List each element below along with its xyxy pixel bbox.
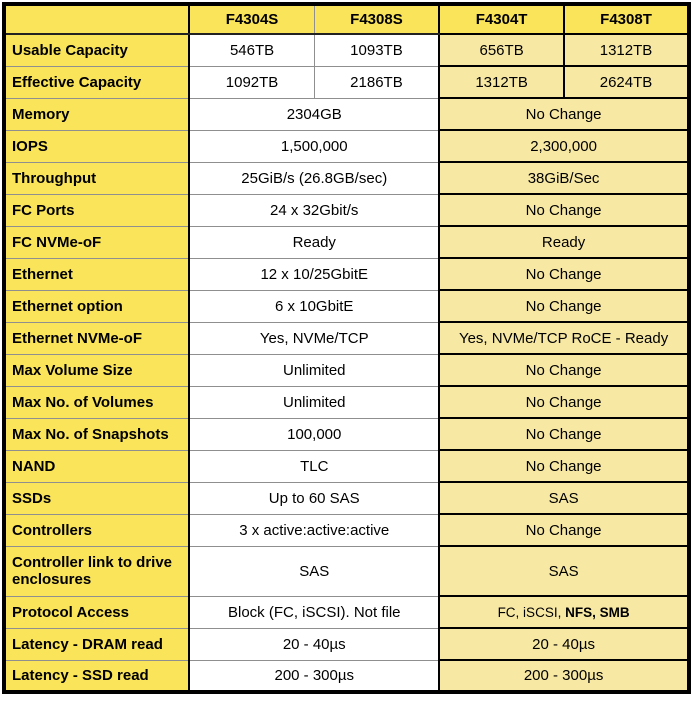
cell-value: No Change bbox=[439, 258, 689, 290]
cell-value: 100,000 bbox=[189, 418, 439, 450]
cell-value: 24 x 32Gbit/s bbox=[189, 194, 439, 226]
cell-value: 2304GB bbox=[189, 98, 439, 130]
cell-value: Block (FC, iSCSI). Not file bbox=[189, 596, 439, 628]
row-label: Max No. of Snapshots bbox=[4, 418, 189, 450]
row-label: Protocol Access bbox=[4, 596, 189, 628]
cell-value: No Change bbox=[439, 194, 689, 226]
cell-value: 6 x 10GbitE bbox=[189, 290, 439, 322]
row-label: Throughput bbox=[4, 162, 189, 194]
cell-value: 1312TB bbox=[439, 66, 564, 98]
column-header-f4308t: F4308T bbox=[564, 4, 689, 34]
cell-value: Unlimited bbox=[189, 354, 439, 386]
row-label: Effective Capacity bbox=[4, 66, 189, 98]
cell-value: No Change bbox=[439, 354, 689, 386]
table-row bbox=[4, 660, 689, 692]
table-row bbox=[4, 514, 689, 546]
table-row bbox=[4, 482, 689, 514]
table-row bbox=[4, 34, 689, 66]
table-row bbox=[4, 386, 689, 418]
table-row bbox=[4, 596, 689, 628]
cell-value: TLC bbox=[189, 450, 439, 482]
row-label: Max No. of Volumes bbox=[4, 386, 189, 418]
cell-value: 546TB bbox=[189, 34, 314, 66]
cell-value: 2,300,000 bbox=[439, 130, 689, 162]
row-label: FC NVMe-oF bbox=[4, 226, 189, 258]
cell-value: 1092TB bbox=[189, 66, 314, 98]
row-label: Usable Capacity bbox=[4, 34, 189, 66]
table-row bbox=[4, 322, 689, 354]
cell-value: Ready bbox=[189, 226, 439, 258]
cell-value: Yes, NVMe/TCP bbox=[189, 322, 439, 354]
cell-value: 2186TB bbox=[314, 66, 439, 98]
cell-value: SAS bbox=[439, 546, 689, 596]
protocol-bold: NFS, SMB bbox=[565, 604, 630, 620]
row-label: Ethernet option bbox=[4, 290, 189, 322]
row-label: Ethernet NVMe-oF bbox=[4, 322, 189, 354]
table-row bbox=[4, 130, 689, 162]
row-label: SSDs bbox=[4, 482, 189, 514]
row-label: Latency - DRAM read bbox=[4, 628, 189, 660]
row-label: Max Volume Size bbox=[4, 354, 189, 386]
cell-value: 12 x 10/25GbitE bbox=[189, 258, 439, 290]
column-header-f4308s: F4308S bbox=[314, 4, 439, 34]
cell-value: SAS bbox=[189, 546, 439, 596]
cell-value: 656TB bbox=[439, 34, 564, 66]
column-header-f4304s: F4304S bbox=[189, 4, 314, 34]
table-row bbox=[4, 162, 689, 194]
cell-value: 1312TB bbox=[564, 34, 689, 66]
cell-value: 1093TB bbox=[314, 34, 439, 66]
cell-value: 25GiB/s (26.8GB/sec) bbox=[189, 162, 439, 194]
cell-value: SAS bbox=[439, 482, 689, 514]
row-label: Ethernet bbox=[4, 258, 189, 290]
cell-value: 2624TB bbox=[564, 66, 689, 98]
cell-value: 200 - 300µs bbox=[439, 660, 689, 692]
cell-value: No Change bbox=[439, 418, 689, 450]
cell-value: No Change bbox=[439, 450, 689, 482]
table-row bbox=[4, 98, 689, 130]
table-row bbox=[4, 628, 689, 660]
cell-value: Up to 60 SAS bbox=[189, 482, 439, 514]
table-row bbox=[4, 450, 689, 482]
row-label: Controllers bbox=[4, 514, 189, 546]
cell-value: 1,500,000 bbox=[189, 130, 439, 162]
protocol-plain: FC, iSCSI, bbox=[497, 604, 566, 620]
header-row bbox=[4, 4, 689, 34]
table-row bbox=[4, 258, 689, 290]
table-row bbox=[4, 66, 689, 98]
cell-value: 20 - 40µs bbox=[439, 628, 689, 660]
row-label: Memory bbox=[4, 98, 189, 130]
row-label: FC Ports bbox=[4, 194, 189, 226]
cell-value: No Change bbox=[439, 98, 689, 130]
table-row bbox=[4, 418, 689, 450]
cell-value: 20 - 40µs bbox=[189, 628, 439, 660]
row-label: Controller link to drive enclosures bbox=[4, 546, 189, 596]
cell-value: 200 - 300µs bbox=[189, 660, 439, 692]
row-label: Latency - SSD read bbox=[4, 660, 189, 692]
column-header-f4304t: F4304T bbox=[439, 4, 564, 34]
cell-value: Ready bbox=[439, 226, 689, 258]
cell-value: 38GiB/Sec bbox=[439, 162, 689, 194]
table-row bbox=[4, 226, 689, 258]
table-row bbox=[4, 290, 689, 322]
table-row bbox=[4, 354, 689, 386]
cell-value: Unlimited bbox=[189, 386, 439, 418]
row-label: IOPS bbox=[4, 130, 189, 162]
cell-value: Yes, NVMe/TCP RoCE - Ready bbox=[439, 322, 689, 354]
cell-value bbox=[439, 596, 689, 628]
spec-comparison-table bbox=[2, 2, 691, 694]
table-row bbox=[4, 194, 689, 226]
cell-value: No Change bbox=[439, 290, 689, 322]
table-row bbox=[4, 546, 689, 596]
cell-value: 3 x active:active:active bbox=[189, 514, 439, 546]
cell-value: No Change bbox=[439, 514, 689, 546]
cell-value: No Change bbox=[439, 386, 689, 418]
corner-cell bbox=[4, 4, 189, 34]
row-label: NAND bbox=[4, 450, 189, 482]
